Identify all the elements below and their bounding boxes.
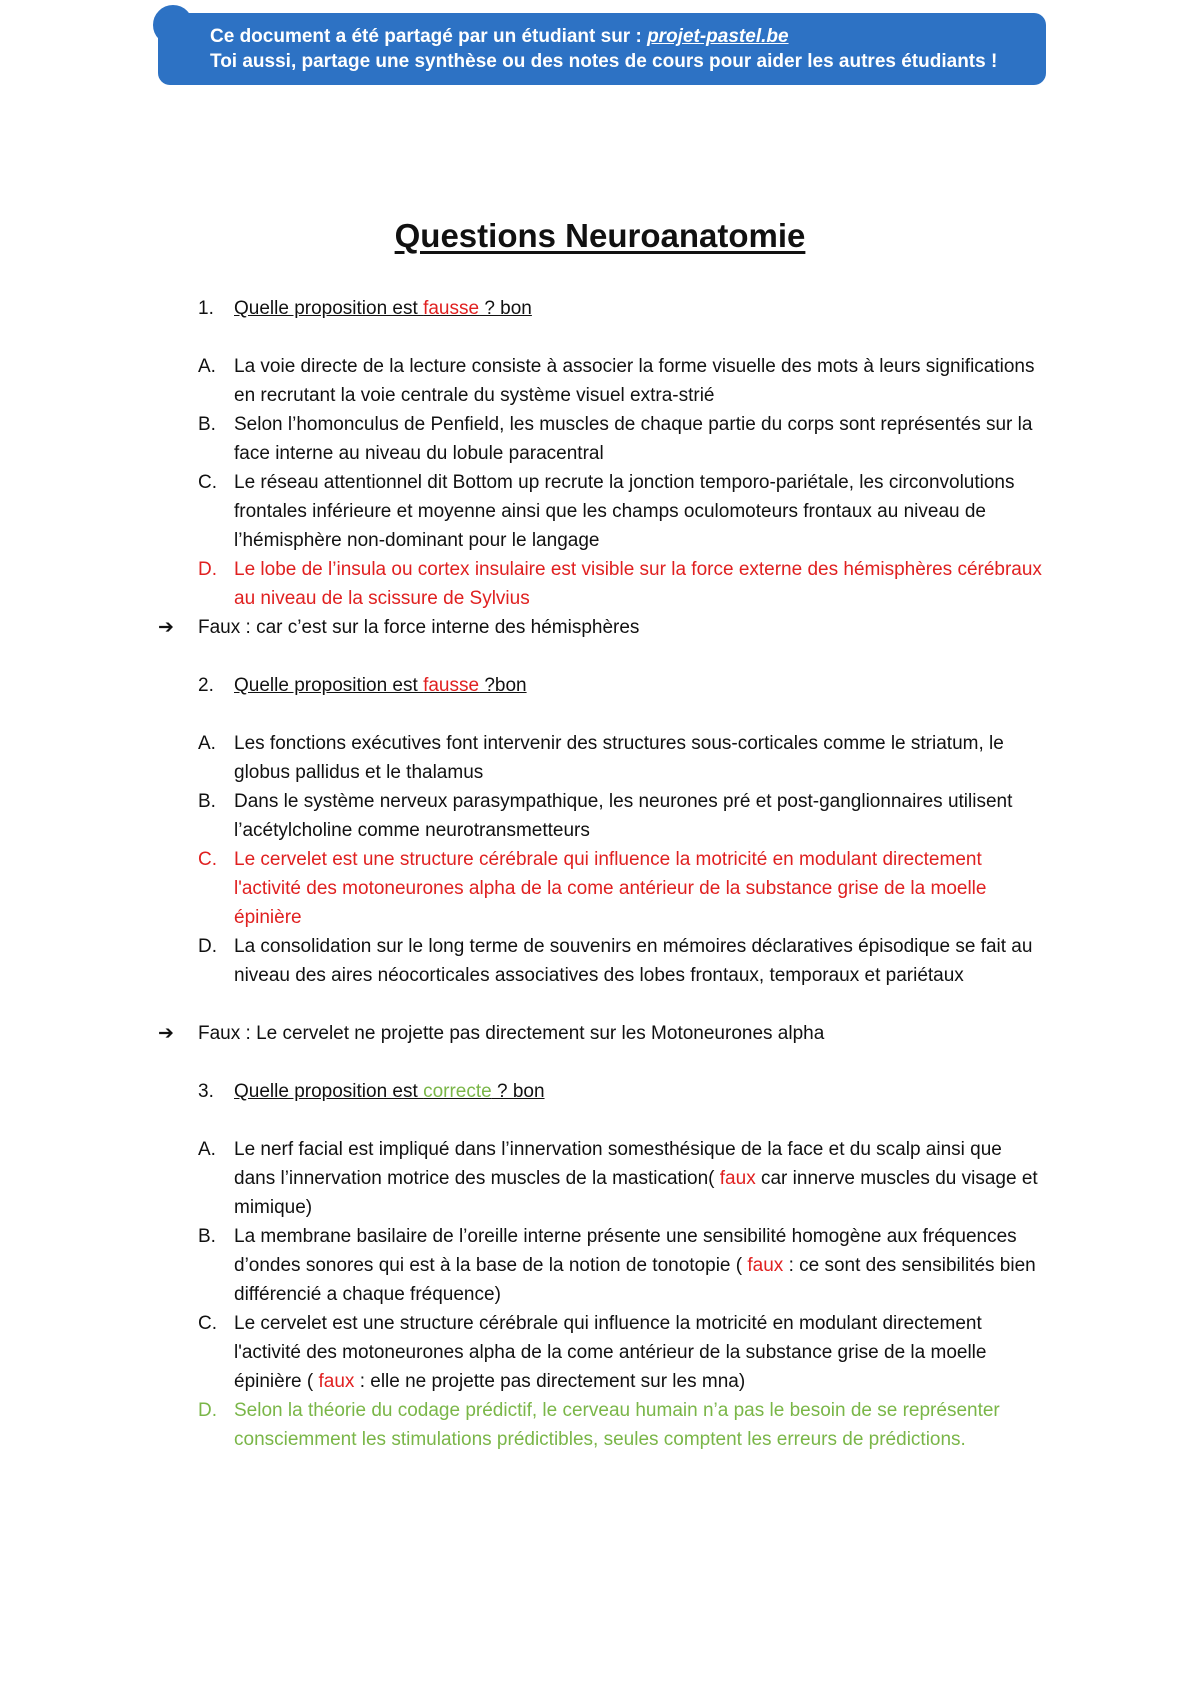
arrow-right-icon: ➔ — [158, 1023, 174, 1044]
question-2-heading — [198, 671, 527, 700]
site-link[interactable]: projet-pastel.be — [647, 26, 789, 47]
option-2a: A. Les fonctions exécutives font intervenir des structures sous-corticales comme le striatum, le globus pallidus et le thalamus — [198, 733, 1004, 783]
page-title: Questions Neuroanatomie — [394, 217, 806, 254]
arrow-right-icon: ➔ — [158, 617, 174, 638]
question-number: 2. — [198, 675, 214, 696]
option-1a: A. La voie directe de la lecture consiste à associer la forme visuelle des mots à leurs significations en recrutant la voie centrale du système visuel extra-strié — [198, 356, 1035, 406]
question-number: 1. — [198, 298, 214, 319]
option-2b: B. Dans le système nerveux parasympathique, les neurones pré et post-ganglionnaires utilisent l’acétylcholine comme neurotransmetteurs — [198, 791, 1013, 841]
question-1-heading — [198, 294, 532, 323]
answer-1: ➔ Faux : car c’est sur la force interne des hémisphères — [158, 613, 639, 642]
option-3a: A. Le nerf facial est impliqué dans l’innervation somesthésique de la face et du scalp ainsi que dans l’innervation motrice des muscles de la mastication( faux car innerve muscles du visage et mimique) — [198, 1139, 1038, 1218]
question-text: Quelle proposition est fausse ?bon — [234, 675, 527, 696]
question-number: 3. — [198, 1081, 214, 1102]
share-banner — [158, 13, 1046, 85]
question-text: Quelle proposition est fausse ? bon — [234, 298, 532, 319]
option-3d: D. Selon la théorie du codage prédictif, le cerveau humain n’a pas le besoin de se représenter consciemment les stimulations prédictibles, seules comptent les erreurs de prédictions. — [198, 1400, 1000, 1450]
question-text: Quelle proposition est correcte ? bon — [234, 1081, 545, 1102]
banner-line-2: Toi aussi, partage une synthèse ou des notes de cours pour aider les autres étudiants ! — [210, 51, 998, 72]
option-3b: B. La membrane basilaire de l’oreille interne présente une sensibilité homogène aux fréquences d’ondes sonores qui est à la base de la notion de tonotopie ( faux : ce sont des sensibilités bien différencié a chaque fréquence) — [198, 1226, 1036, 1305]
option-3c: C. Le cervelet est une structure cérébrale qui influence la motricité en modulant directement l'activité des motoneurones alpha de la come antérieur de la substance grise de la moelle épinière ( faux : elle ne projette pas directement sur les mna) — [198, 1313, 987, 1392]
answer-2: ➔ Faux : Le cervelet ne projette pas directement sur les Motoneurones alpha — [158, 1019, 824, 1048]
option-1d: D. Le lobe de l’insula ou cortex insulaire est visible sur la force externe des hémisphères cérébraux au niveau de la scissure de Sylvius — [198, 559, 1042, 609]
question-3-heading — [198, 1077, 545, 1106]
option-2d: D. La consolidation sur le long terme de souvenirs en mémoires déclaratives épisodique se fait au niveau des aires néocorticales associatives des lobes frontaux, temporaux et pariétaux — [198, 936, 1033, 986]
banner-prefix: Ce document a été partagé par un étudiant sur : — [210, 26, 648, 47]
banner-line-1 — [210, 25, 1046, 49]
option-2c: C. Le cervelet est une structure cérébrale qui influence la motricité en modulant directement l'activité des motoneurones alpha de la come antérieur de la substance grise de la moelle épinière — [198, 849, 987, 928]
option-1c: C. Le réseau attentionnel dit Bottom up recrute la jonction temporo-pariétale, les circonvolutions frontales inférieure et moyenne ainsi que les champs oculomoteurs frontaux au niveau de l’hémisphère non-dominant pour le langage — [198, 472, 1015, 551]
option-1b: B. Selon l’homonculus de Penfield, les muscles de chaque partie du corps sont représentés sur la face interne au niveau du lobule paracentral — [198, 414, 1033, 464]
